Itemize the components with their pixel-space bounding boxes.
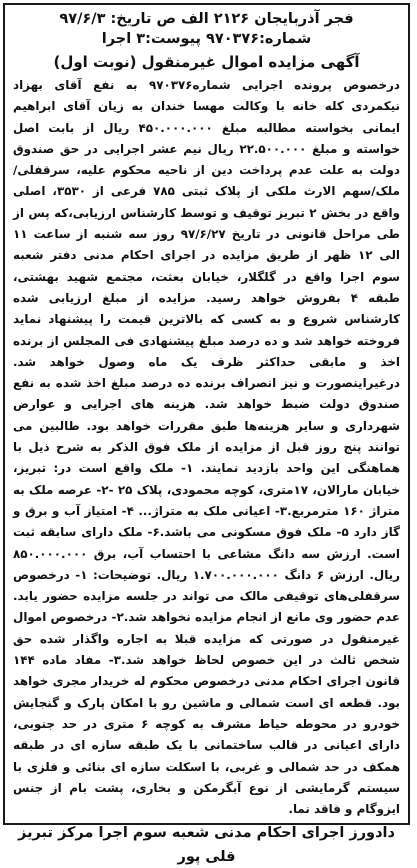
- signature-name: قلی پور: [177, 849, 236, 866]
- notice-title: آگهی مزایده اموال غیرمنقول (نوبت اول): [53, 53, 360, 71]
- signature-office: دادورز اجرای احکام مدنی شعبه سوم اجرا مرکز تبریز: [18, 825, 395, 842]
- notice-frame: [3, 3, 410, 866]
- reference-number-line: شماره:۹۷۰۳۷۶ پیوست:۳ اجرا: [101, 31, 312, 47]
- notice-body: درخصوص پرونده اجرایی شماره۹۷۰۳۷۶ به نفع آقای بهزاد نیکمردی کله خانه با وکالت مهسا خندان به زیان آقای ابراهیم ایمانی بخواسته مطالبه مبلغ ۴۵۰.۰۰۰.۰۰۰ ریال از بابت اصل خواسته و مبلغ ۲۲.۵۰۰.۰۰۰ ریال نیم عشر اجرایی در حق صندوق دولت به علت عدم پرداخت دین از ناحیه محکوم علیه، سرقفلی/ ملک/سهم الارث ملکی از پلاک ثبتی ۷۸۵ فرعی از ۳۵۳۰، اصلی واقع در بخش ۲ تبریز توقیف و توسط کارشناس ارزیابی،که پس از طی مراحل قانونی در تاریخ ۹۷/۶/۲۷ روز سه شنبه از ساعت ۱۱ الی ۱۲ ظهر از طریق مزایده در اجرای احکام مدنی دفتر شعبه سوم اجرا واقع در گلگلار، خیابان بعثت، مجتمع شهید بهشتی، طبقه ۴ بفروش خواهد رسید. مزایده از مبلغ ارزیابی شده کارشناس شروع و به کسی که بالاترین قیمت را پیشنهاد نماید فروخته خواهد شد و ده درصد مبلغ پیشنهادی فی المجلس از برنده اخذ و مابقی حداکثر ظرف یک ماه وصول خواهد شد. درغیراینصورت و نیز انصراف برنده ده درصد مبلغ اخذ شده به نفع صندوق دولت ضبط خواهد شد. هزینه های اجرایی و عوارض شهرداری و سایر هزینه‌ها طبق مقررات خواهد بود. طالبین می توانند پنج روز قبل از مزایده از ملک فوق الذکر به شرح ذیل با هماهنگی این واحد بازدید نمایند. ۱- ملک واقع است در: تبریز، خیابان مارالان، ۱۷متری، کوچه محمودی، پلاک ۲۵ -۲- عرصه ملک به متراژ ۱۶۰ مترمربع.۳- اعیانی ملک به متراژ... ۴- امتیاز آب و برق و گاز دارد ۵- ملک فوق مسکونی می باشد.۶- ملک دارای سابقه ثبت است. ارزش سه دانگ مشاعی با احتساب آب، برق ۸۵۰.۰۰۰.۰۰۰ ریال. ارزش ۶ دانگ ۱.۷۰۰.۰۰۰.۰۰۰ ریال. توضیحات: ۱- درخصوص سرقفلی‌های توقیفی مالک می تواند در جلسه مزایده حضور یابد. عدم حضور وی مانع از انجام مزایده نخواهد شد.۲- درخصوص اموال غیرمنقول در صورتی که مزایده قبلا به اجاره واگذار شده حق شخص ثالث در این خصوص لحاظ خواهد شد.۳- مفاد ماده ۱۴۴ قانون اجرای احکام مدنی درخصوص محکوم له خریدار مجری خواهد بود. قطعه ای است شمالی و ماشین رو با امکان پارک و گنجایش خودرو در محوطه حیاط مشرف به کوچه ۶ متری در حد جنوبی، دارای اعیانی در قالب ساختمانی با یک طبقه سازه ای در طبقه همکف در حد شمالی و غربی، با اسکلت سازه ای بنائی و فلزی با سیستم گرمایشی از نوع آبگرمکن و بخاری، پشت بام از جنس ایزوگام و فاقد نما.: [13, 78, 401, 817]
- newspaper-date-line: فجر آذربایجان ۲۱۲۶ الف ص تاریخ: ۹۷/۶/۳: [59, 11, 354, 27]
